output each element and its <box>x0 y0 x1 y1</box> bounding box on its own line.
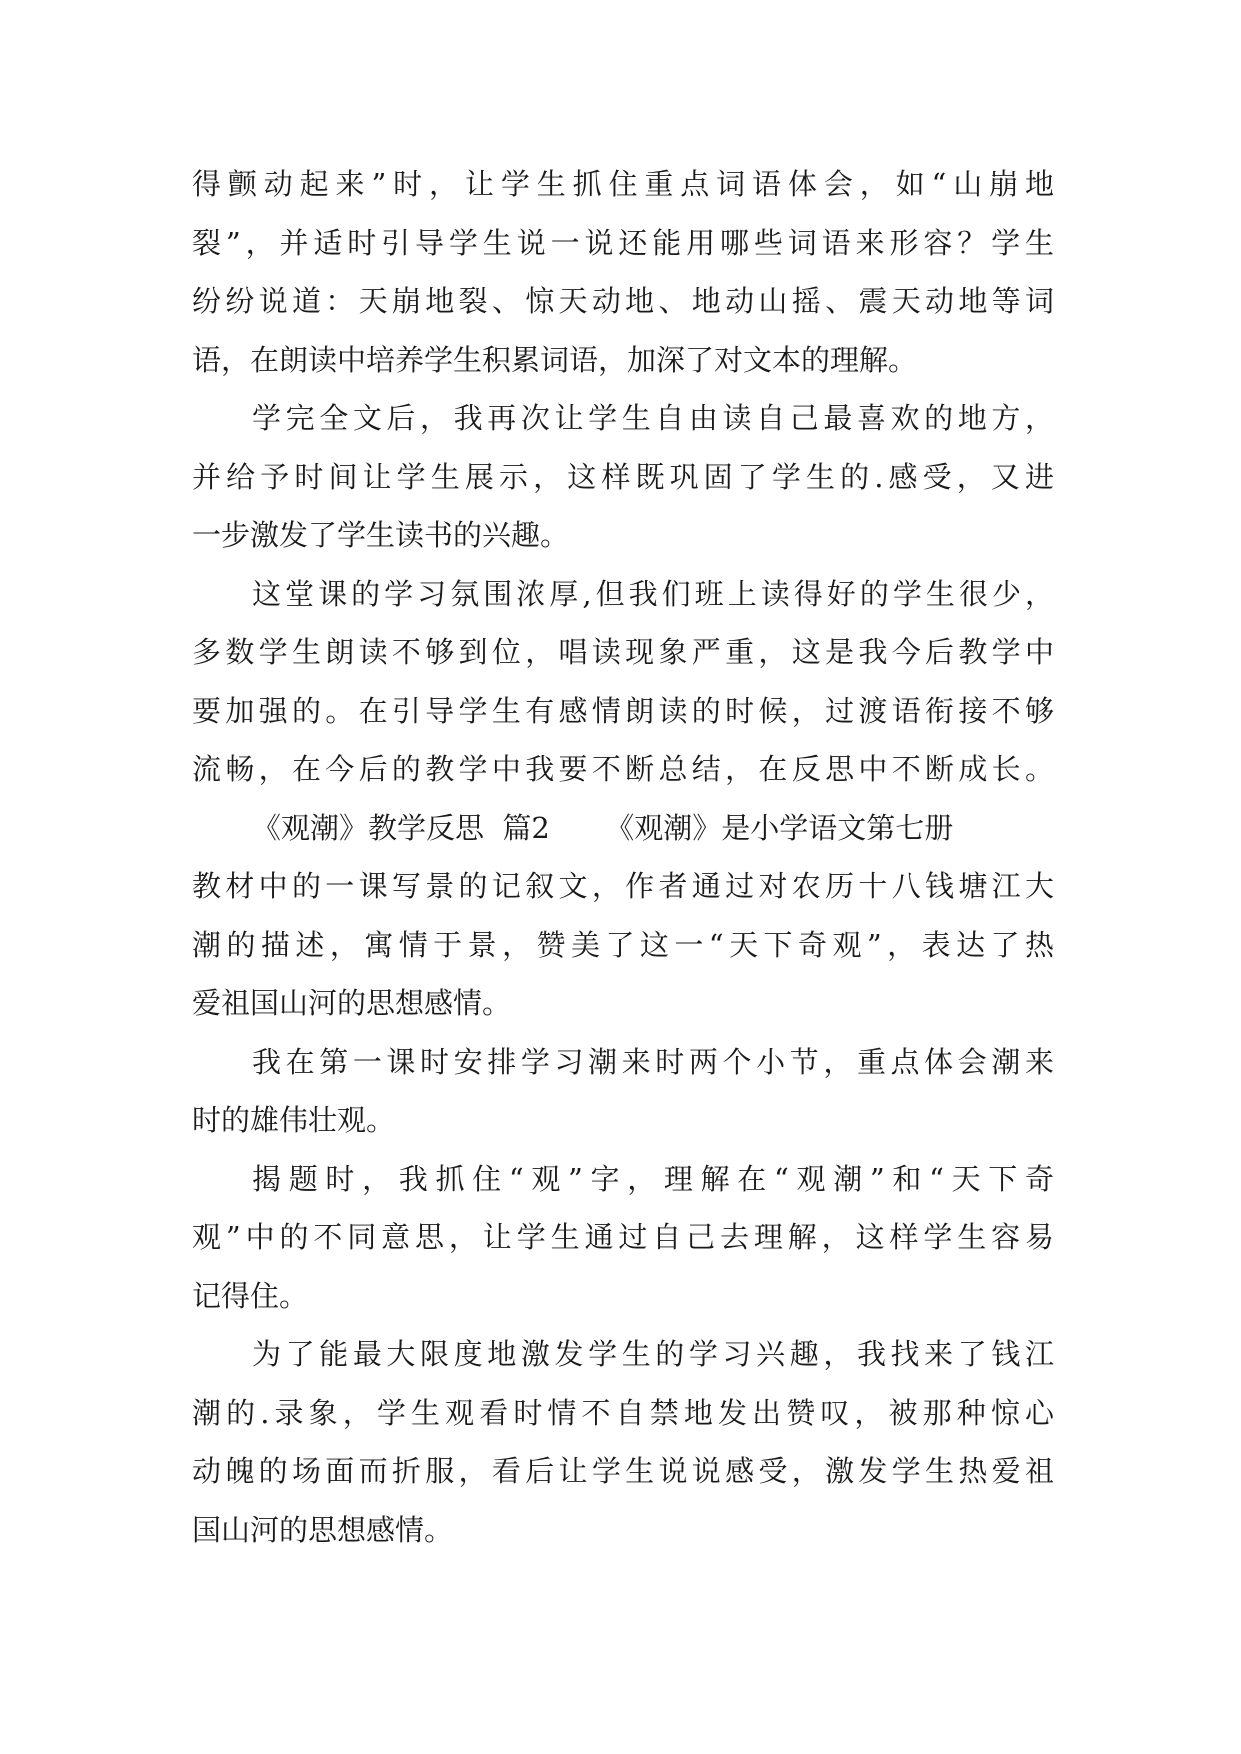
text-line: 为了能最大限度地激发学生的学习兴趣，我找来了钱江 <box>252 1337 1054 1371</box>
text-line: 动魄的场面而折服，看后让学生说说感受，激发学生热爱祖 <box>192 1454 1054 1488</box>
text-line: 语，在朗读中培养学生积累词语，加深了对文本的理解。 <box>192 342 918 377</box>
text-line: 我在第一课时安排学习潮来时两个小节，重点体会潮来 <box>252 1044 1054 1079</box>
text-line: 流畅，在今后的教学中我要不断总结，在反思中不断成长。 <box>192 752 1054 786</box>
text-line: 记得住。 <box>192 1278 309 1313</box>
text-line: 多数学生朗读不够到位，唱读现象严重，这是我今后教学中 <box>192 635 1054 669</box>
text-line: 纷纷说道：天崩地裂、惊天动地、地动山摇、震天动地等词 <box>192 284 1054 318</box>
text-line: 观”中的不同意思，让学生通过自己去理解，这样学生容易 <box>192 1220 1054 1254</box>
section-heading-line: 《观潮》教学反思 篇2 《观潮》是小学语文第七册 <box>252 810 954 845</box>
text-line: 得颤动起来”时，让学生抓住重点词语体会，如“山崩地 <box>192 167 1054 201</box>
text-line: 学完全文后，我再次让学生自由读自己最喜欢的地方， <box>252 401 1054 435</box>
text-line: 裂”，并适时引导学生说一说还能用哪些词语来形容？学生 <box>192 225 1054 260</box>
document-body <box>192 155 1054 1559</box>
text-line: 时的雄伟壮观。 <box>192 1103 396 1137</box>
text-line: 揭题时，我抓住“观”字，理解在“观潮”和“天下奇 <box>252 1161 1054 1196</box>
text-line: 教材中的一课写景的记叙文，作者通过对农历十八钱塘江大 <box>192 869 1054 903</box>
text-line: 国山河的思想感情。 <box>192 1512 454 1547</box>
text-line: 一步激发了学生读书的兴趣。 <box>192 518 570 552</box>
text-line: 这堂课的学习氛围浓厚,但我们班上读得好的学生很少， <box>252 576 1054 611</box>
text-line: 潮的描述，寓情于景，赞美了这一“天下奇观”，表达了热 <box>192 927 1054 962</box>
text-line: 潮的.录象，学生观看时情不自禁地发出赞叹，被那种惊心 <box>192 1395 1054 1430</box>
text-line: 爱祖国山河的思想感情。 <box>192 986 512 1020</box>
text-line: 要加强的。在引导学生有感情朗读的时候，过渡语衔接不够 <box>192 693 1054 728</box>
text-line: 并给予时间让学生展示，这样既巩固了学生的.感受，又进 <box>192 459 1054 494</box>
